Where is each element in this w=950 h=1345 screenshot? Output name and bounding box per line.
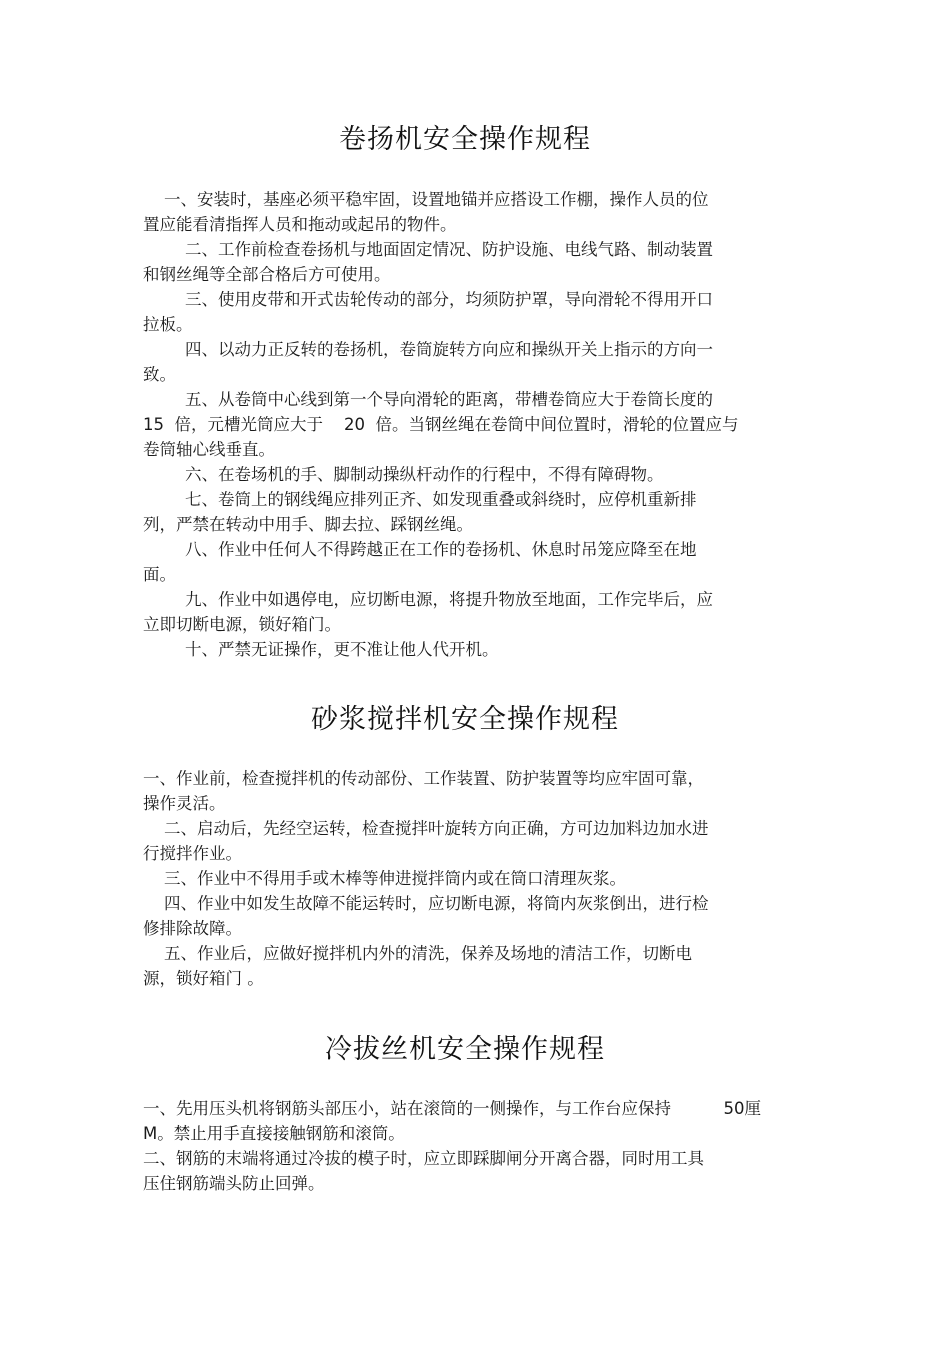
paragraph-line: 15 倍，元槽光筒应大于 20 倍。当钢丝绳在卷筒中间位置时，滑轮的位置应与: [143, 415, 739, 434]
paragraph-line: 面。: [143, 565, 176, 584]
paragraph-line: 五、作业后，应做好搅拌机内外的清洗，保养及场地的清洁工作，切断电: [143, 944, 692, 963]
paragraph-line: M。禁止用手直接接触钢筋和滚筒。: [143, 1124, 405, 1143]
paragraph-line: 一、先用压头机将钢筋头部压小，站在滚筒的一侧操作，与工作台应保持 50厘: [143, 1099, 761, 1118]
paragraph-line: 九、作业中如遇停电，应切断电源，将提升物放至地面，工作完毕后，应: [143, 590, 713, 609]
paragraph-line: 和钢丝绳等全部合格后方可使用。: [143, 265, 391, 284]
paragraph-line: 四、以动力正反转的卷扬机，卷筒旋转方向应和操纵开关上指示的方向一: [143, 340, 713, 359]
paragraph-line: 五、从卷筒中心线到第一个导向滑轮的距离，带槽卷筒应大于卷筒长度的: [143, 390, 713, 409]
paragraph-line: 行搅拌作业。: [143, 844, 242, 863]
paragraph-line: 二、钢筋的末端将通过冷拔的模子时，应立即踩脚闸分开离合器，同时用工具: [143, 1149, 704, 1168]
paragraph-line: 八、作业中任何人不得跨越正在工作的卷扬机、休息时吊笼应降至在地: [143, 540, 697, 559]
paragraph-line: 七、卷筒上的钢线绳应排列正齐、如发现重叠或斜绕时，应停机重新排: [143, 490, 697, 509]
section-title-winch: 卷扬机安全操作规程: [339, 124, 591, 155]
paragraph-line: 十、严禁无证操作，更不准让他人代开机。: [143, 640, 499, 659]
paragraph-line: 三、使用皮带和开式齿轮传动的部分，均须防护罩，导向滑轮不得用开口: [143, 290, 713, 309]
paragraph-line: 二、工作前检查卷扬机与地面固定情况、防护设施、电线气路、制动装置: [143, 240, 713, 259]
paragraph-line: 源，锁好箱门 。: [143, 969, 264, 988]
paragraph-line: 立即切断电源，锁好箱门。: [143, 615, 341, 634]
paragraph-line: 压住钢筋端头防止回弹。: [143, 1174, 325, 1193]
paragraph-line: 四、作业中如发生故障不能运转时，应切断电源，将筒内灰浆倒出，进行检: [143, 894, 709, 913]
paragraph-line: 卷筒轴心线垂直。: [143, 440, 275, 459]
paragraph-line: 操作灵活。: [143, 794, 226, 813]
section-title-mortar-mixer: 砂浆搅拌机安全操作规程: [311, 704, 619, 735]
paragraph-line: 六、在卷场机的手、脚制动操纵杆动作的行程中，不得有障碍物。: [143, 465, 664, 484]
paragraph-line: 三、作业中不得用手或木棒等伸进搅拌筒内或在筒口清理灰浆。: [143, 869, 626, 888]
paragraph-line: 致。: [143, 365, 176, 384]
paragraph-line: 列，严禁在转动中用手、脚去拉、踩钢丝绳。: [143, 515, 473, 534]
paragraph-line: 一、作业前，检查搅拌机的传动部份、工作装置、防护装置等均应牢固可靠，: [143, 769, 704, 788]
paragraph-line: 二、启动后，先经空运转，检查搅拌叶旋转方向正确，方可边加料边加水进: [143, 819, 709, 838]
paragraph-line: 一、安装时，基座必须平稳牢固，设置地锚并应搭设工作棚，操作人员的位: [143, 190, 709, 209]
section-title-wire-drawing: 冷拔丝机安全操作规程: [325, 1034, 605, 1065]
paragraph-line: 修排除故障。: [143, 919, 242, 938]
paragraph-line: 拉板。: [143, 315, 193, 334]
paragraph-line: 置应能看清指挥人员和拖动或起吊的物件。: [143, 215, 457, 234]
